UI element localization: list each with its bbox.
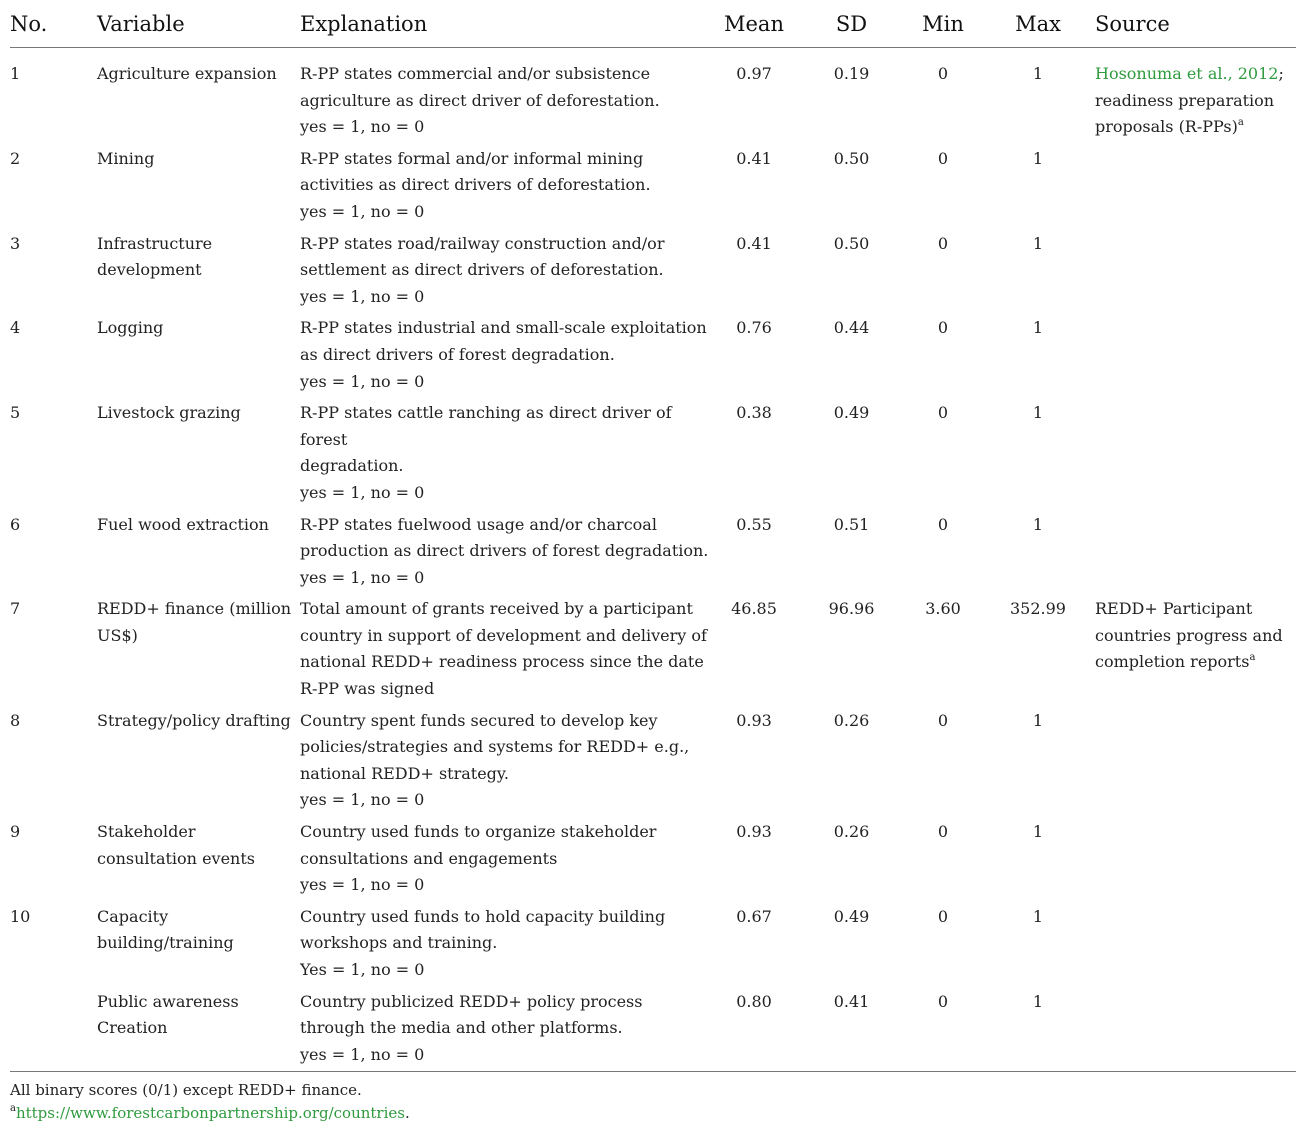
cell-min: 0 [937, 991, 949, 1011]
cell-min: 0 [937, 148, 949, 168]
footnote-note: All binary scores (0/1) except REDD+ finance. [10, 1081, 362, 1099]
cell-no: 5 [10, 403, 21, 423]
cell-sd: 0.26 [833, 822, 870, 842]
explanation-line: national REDD+ readiness process since the date [300, 652, 704, 672]
explanation-line: workshops and training. [300, 933, 498, 953]
cell-no: 8 [10, 710, 21, 730]
cell-variable: Public awareness Creation [97, 991, 239, 1038]
cell-source [1095, 904, 1296, 989]
footnote-link[interactable]: https://www.forestcarbonpartnership.org/countries [15, 1104, 405, 1122]
cell-explanation [300, 48, 710, 146]
source-text: ; readiness preparation proposals (R-PPs) [1095, 64, 1284, 137]
table-row [10, 708, 1296, 819]
header-source: Source [1095, 0, 1296, 48]
cell-explanation [300, 231, 710, 316]
explanation-line: national REDD+ strategy. [300, 763, 509, 783]
cell-sd: 0.50 [833, 233, 870, 253]
cell-source [1095, 512, 1296, 597]
explanation-line: consultations and engagements [300, 848, 558, 868]
source-text: REDD+ Participant countries progress and completion reports [1095, 599, 1283, 672]
explanation-line: Total amount of grants received by a participant [300, 599, 693, 619]
table-row [10, 512, 1296, 597]
explanation-line: yes = 1, no = 0 [300, 201, 425, 221]
explanation-line: R-PP states industrial and small-scale exploitation [300, 318, 707, 338]
explanation-line: R-PP states cattle ranching as direct driver of forest [300, 403, 672, 449]
cell-max: 1 [1032, 233, 1044, 253]
cell-explanation [300, 146, 710, 231]
cell-min: 0 [937, 64, 949, 83]
header-max: Max [981, 0, 1095, 48]
bottom-rule [10, 1071, 1296, 1072]
cell-mean: 46.85 [731, 599, 777, 619]
cell-mean: 0.55 [736, 514, 772, 534]
table-header-row [10, 0, 1296, 48]
cell-explanation [300, 512, 710, 597]
cell-source [1095, 596, 1296, 707]
cell-sd: 0.50 [833, 148, 870, 168]
cell-explanation [300, 989, 710, 1074]
cell-mean: 0.80 [736, 991, 772, 1011]
header-no: No. [10, 0, 97, 48]
explanation-line: Country used funds to organize stakeholder [300, 822, 657, 842]
cell-no: 9 [10, 822, 21, 842]
explanation-line: yes = 1, no = 0 [300, 117, 425, 137]
explanation-line: degradation. [300, 456, 404, 476]
explanation-line: production as direct drivers of forest degradation. [300, 541, 709, 561]
cell-max: 1 [1032, 148, 1044, 168]
explanation-line: R-PP states road/railway construction and/or [300, 233, 665, 253]
footnote-marker: a [10, 1103, 16, 1114]
explanation-line: R-PP states commercial and/or subsistence [300, 64, 651, 83]
cell-no [10, 989, 97, 1074]
cell-source [1095, 315, 1296, 400]
cell-mean: 0.93 [736, 710, 772, 730]
cell-max: 1 [1032, 403, 1044, 423]
cell-mean: 0.67 [736, 906, 772, 926]
explanation-line: Country spent funds secured to develop key [300, 710, 658, 730]
cell-sd: 0.19 [833, 64, 870, 83]
cell-max: 1 [1032, 991, 1044, 1011]
cell-source [1095, 400, 1296, 511]
cell-variable: REDD+ finance (million US$) [97, 599, 292, 645]
table-row [10, 315, 1296, 400]
explanation-line: agriculture as direct driver of deforestation. [300, 90, 660, 110]
cell-min: 0 [937, 233, 949, 253]
table-row [10, 989, 1296, 1074]
cell-mean: 0.93 [736, 822, 772, 842]
cell-variable: Stakeholder consultation events [97, 822, 255, 868]
explanation-line: settlement as direct drivers of deforestation. [300, 260, 664, 280]
explanation-line: yes = 1, no = 0 [300, 482, 425, 502]
explanation-line: as direct drivers of forest degradation. [300, 344, 615, 364]
table-row [10, 231, 1296, 316]
cell-max: 1 [1032, 710, 1044, 730]
explanation-line: yes = 1, no = 0 [300, 1044, 425, 1064]
cell-mean: 0.41 [736, 148, 772, 168]
cell-min: 0 [937, 906, 949, 926]
explanation-line: R-PP states fuelwood usage and/or charcoal [300, 514, 657, 534]
explanation-line: yes = 1, no = 0 [300, 875, 425, 895]
cell-max: 1 [1032, 64, 1044, 83]
source-footnote-marker: a [1249, 652, 1256, 664]
explanation-line: yes = 1, no = 0 [300, 567, 425, 587]
explanation-line: yes = 1, no = 0 [300, 286, 425, 306]
table-row [10, 146, 1296, 231]
source-footnote-marker: a [1237, 116, 1244, 128]
cell-no: 6 [10, 514, 21, 534]
cell-sd: 0.49 [833, 403, 870, 423]
explanation-line: R-PP states formal and/or informal mining [300, 148, 644, 168]
variables-table [10, 0, 1296, 1073]
cell-explanation [300, 400, 710, 511]
cell-min: 3.60 [925, 599, 961, 619]
header-explanation: Explanation [300, 0, 710, 48]
header-variable: Variable [97, 0, 300, 48]
cell-sd: 0.44 [833, 318, 870, 338]
cell-variable: Livestock grazing [97, 403, 241, 423]
explanation-line: Yes = 1, no = 0 [300, 960, 425, 979]
cell-source [1095, 231, 1296, 316]
cell-min: 0 [937, 514, 949, 534]
cell-max: 1 [1032, 514, 1044, 534]
cell-source [1095, 989, 1296, 1074]
header-mean: Mean [710, 0, 798, 48]
cell-sd: 0.51 [833, 514, 870, 534]
header-min: Min [905, 0, 981, 48]
cell-no: 2 [10, 148, 21, 168]
cell-explanation [300, 904, 710, 989]
cell-source [1095, 819, 1296, 904]
cell-no: 1 [10, 64, 21, 83]
explanation-line: Country publicized REDD+ policy process [300, 991, 643, 1011]
cell-max: 1 [1032, 822, 1044, 842]
cell-max: 352.99 [1010, 599, 1066, 619]
cell-no: 4 [10, 318, 21, 338]
explanation-line: activities as direct drivers of deforestation. [300, 175, 651, 195]
cell-variable: Mining [97, 148, 155, 168]
cell-variable: Logging [97, 318, 164, 338]
cell-min: 0 [937, 822, 949, 842]
cell-max: 1 [1032, 318, 1044, 338]
cell-explanation [300, 819, 710, 904]
table-row [10, 819, 1296, 904]
cell-mean: 0.38 [736, 403, 772, 423]
cell-variable: Agriculture expansion [97, 64, 277, 83]
table-row [10, 596, 1296, 707]
cell-variable: Capacity building/training [97, 906, 234, 953]
cell-no: 3 [10, 233, 21, 253]
cell-variable: Fuel wood extraction [97, 514, 269, 534]
footnote-period: . [404, 1104, 410, 1122]
cell-min: 0 [937, 318, 949, 338]
explanation-line: R-PP was signed [300, 679, 435, 699]
cell-explanation [300, 708, 710, 819]
cell-explanation [300, 596, 710, 707]
explanation-line: Country used funds to hold capacity building [300, 906, 666, 926]
cell-min: 0 [937, 403, 949, 423]
cell-no: 7 [10, 599, 21, 619]
cell-sd: 0.26 [833, 710, 870, 730]
table-row [10, 904, 1296, 989]
cell-source [1095, 48, 1296, 146]
table-row [10, 48, 1296, 146]
cell-variable: Infrastructure development [97, 233, 213, 280]
table-body [10, 48, 1296, 1074]
explanation-line: country in support of development and delivery of [300, 625, 707, 645]
data-table-container [10, 0, 1296, 1073]
explanation-line: yes = 1, no = 0 [300, 371, 425, 391]
cell-min: 0 [937, 710, 949, 730]
cell-source [1095, 708, 1296, 819]
cell-mean: 0.97 [736, 64, 772, 83]
cell-source [1095, 146, 1296, 231]
explanation-line: through the media and other platforms. [300, 1018, 623, 1038]
cell-sd: 96.96 [828, 599, 875, 619]
cell-max: 1 [1032, 906, 1044, 926]
cell-sd: 0.49 [833, 906, 870, 926]
cell-mean: 0.76 [736, 318, 772, 338]
source-citation-author[interactable]: Hosonuma et al., [1095, 64, 1233, 83]
explanation-line: policies/strategies and systems for REDD+ e.g., [300, 737, 690, 757]
explanation-line: yes = 1, no = 0 [300, 790, 425, 810]
header-sd: SD [798, 0, 905, 48]
cell-sd: 0.41 [833, 991, 870, 1011]
footnote-link-line [10, 1104, 410, 1122]
cell-mean: 0.41 [736, 233, 772, 253]
cell-explanation [300, 315, 710, 400]
cell-variable: Strategy/policy drafting [97, 710, 291, 730]
source-citation-year[interactable]: 2012 [1237, 64, 1279, 83]
table-row [10, 400, 1296, 511]
cell-no: 10 [10, 906, 31, 926]
